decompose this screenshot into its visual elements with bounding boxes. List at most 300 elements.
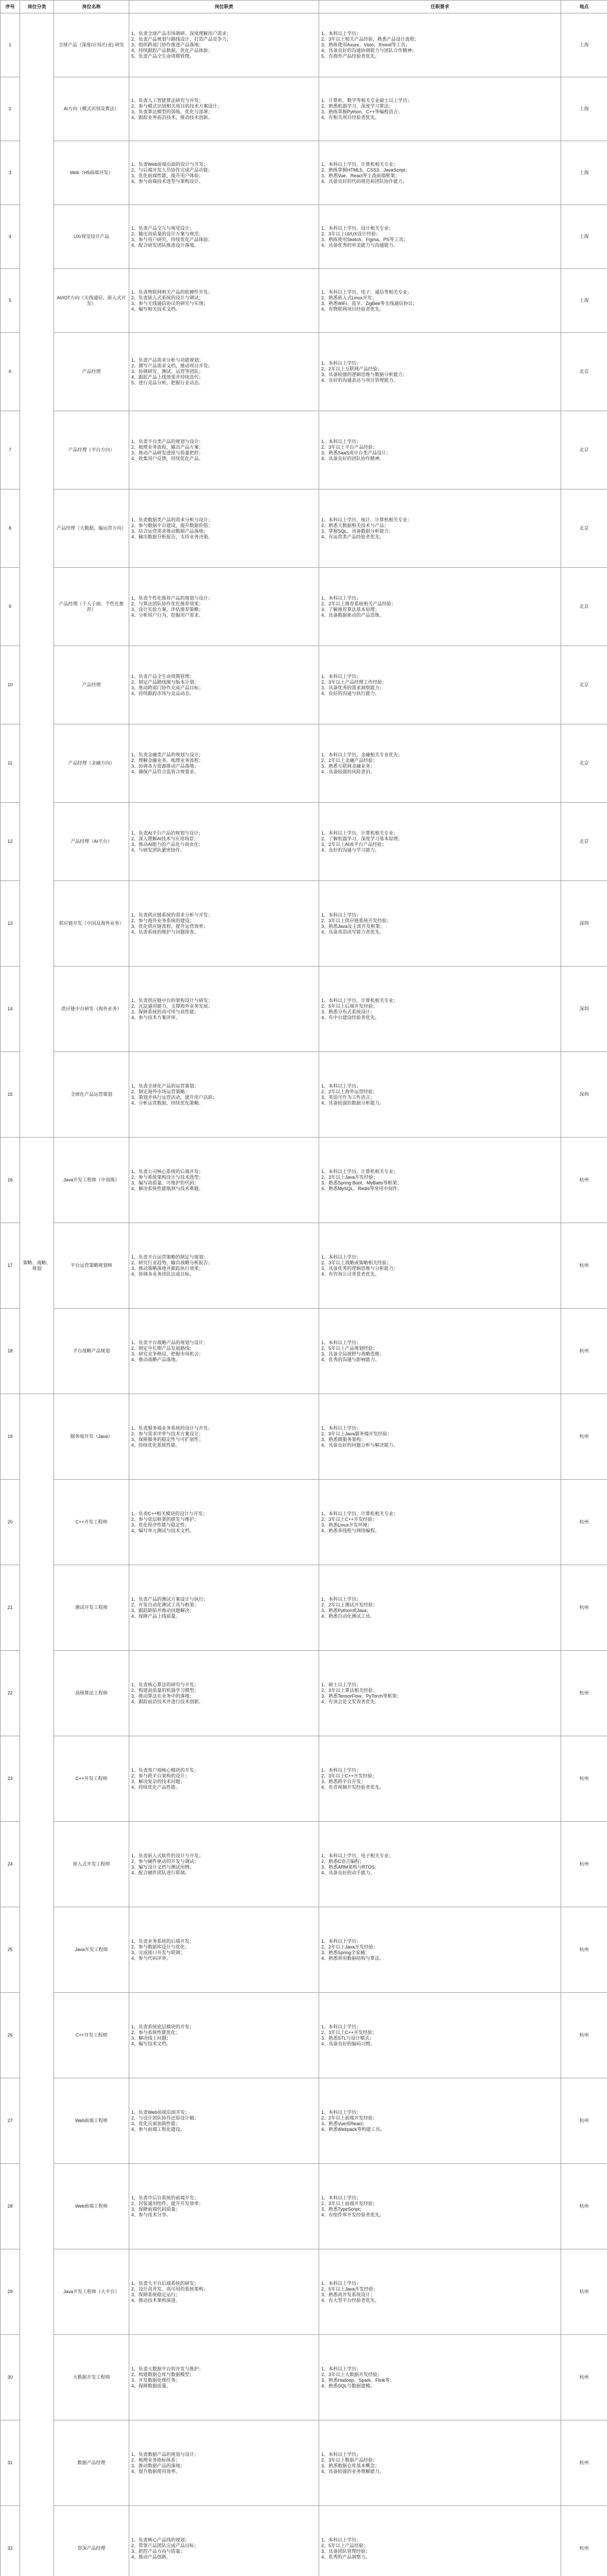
row-number: 21	[1, 1565, 20, 1651]
duty-line: 2、梳理业务流程，输出产品方案；	[131, 444, 204, 450]
requirement-line: 1、本科以上学历，计算机相关专业；	[321, 161, 398, 167]
row-job-title: 平台战略产品规划	[54, 1309, 129, 1394]
duty-line: 3、保障服务的稳定性与可扩展性；	[131, 1436, 204, 1442]
requirement-line: 1、硕士以上学历；	[321, 1682, 361, 1687]
requirement-line: 3、熟悉微服务架构；	[321, 1436, 366, 1442]
duty-line: 2、与后端开发人员协作完成产品功能；	[131, 167, 213, 173]
row-requirements	[319, 803, 561, 881]
row-location: 杭州	[561, 1736, 607, 1822]
row-job-title: UX/视觉设计产品	[54, 205, 129, 269]
duty-line: 5、负责产品全生命周期管理。	[131, 54, 195, 59]
row-job-title: 供应链中台研发（海外业务）	[54, 967, 129, 1052]
row-location: 上海	[561, 269, 607, 333]
duty-line: 4、确保产品符合监管合规要求。	[131, 769, 199, 774]
requirement-line: 3、熟悉Hadoop、Spark、Flink等；	[321, 2377, 395, 2383]
requirement-line: 4、熟悉Webpack等构建工具。	[321, 2126, 385, 2132]
table-row	[1, 1565, 607, 1651]
duty-line: 2、参与数据平台建设，提升数据价值；	[131, 522, 213, 528]
row-requirements	[319, 1822, 561, 1907]
requirement-line: 4、具备较强的数据分析能力。	[321, 1100, 385, 1106]
requirement-line: 3、熟悉Vue或React；	[321, 2121, 368, 2126]
requirement-line: 1、本科以上学历，电子、通信等相关专业；	[321, 289, 412, 295]
duty-line: 2、撰写产品需求文档，推动项目开发；	[131, 363, 213, 368]
row-job-title: 资深产品经理	[54, 2506, 129, 2576]
requirement-line: 3、熟悉TypeScript；	[321, 2206, 365, 2212]
duty-line: 3、编写高质量、可维护的代码；	[131, 1180, 199, 1185]
requirement-line: 1、本科以上学历，计算机相关专业；	[321, 1511, 398, 1516]
row-duties	[129, 1651, 319, 1736]
duty-line: 3、跟踪缺陷并推动问题解决；	[131, 1607, 195, 1613]
row-location: 北京	[561, 333, 607, 411]
requirement-line: 2、3年以上UI/UX设计经验；	[321, 231, 381, 236]
duty-line: 1、负责客户端核心模块的开发；	[131, 1767, 199, 1773]
duty-line: 3、策划并执行运营活动，提升用户活跃；	[131, 1094, 218, 1100]
requirement-line: 2、5年以上产品经验；	[321, 2543, 369, 2548]
duty-line: 2、参与系统架构设计与技术选型；	[131, 1174, 204, 1180]
table-row	[1, 1138, 607, 1223]
table-row	[1, 2506, 607, 2576]
requirement-line: 4、有大型平台经验者优先。	[321, 2297, 380, 2303]
row-job-title: Java开发工程师（中高级）	[54, 1138, 129, 1223]
duty-line: 2、负责嵌入式系统的设计与调试；	[131, 295, 204, 300]
duty-line: 1、负责数据产品的规划与设计；	[131, 2451, 199, 2457]
requirement-line: 2、3年以上平台产品经验；	[321, 444, 378, 450]
requirement-line: 3、了解推荐算法基本原理；	[321, 606, 380, 612]
row-requirements	[319, 2420, 561, 2506]
row-job-title: 产品经理（千人千面、个性化推荐）	[54, 568, 129, 646]
requirement-line: 1、本科以上学历；	[321, 438, 361, 444]
row-duties	[129, 881, 319, 967]
duty-line: 3、把控产品方向与质量；	[131, 2548, 185, 2554]
requirement-line: 2、3年以上供应链系统开发经验；	[321, 918, 392, 923]
duty-line: 2、深入理解AI技术与应用场景；	[131, 836, 199, 841]
requirement-line: 4、良好的沟通表达与项目管理能力。	[321, 377, 398, 383]
row-location: 杭州	[561, 2164, 607, 2249]
requirement-line: 2、3年以上Java开发经验；	[321, 1174, 378, 1180]
header-requirements: 任职要求	[319, 1, 561, 13]
duty-line: 1、负责产品需求分析与功能规划；	[131, 358, 204, 363]
row-requirements	[319, 269, 561, 333]
duty-line: 1、负责全球化产品的运营策划；	[131, 1083, 199, 1089]
requirement-line: 4、具备较强的风险意识。	[321, 769, 375, 774]
row-duties	[129, 2164, 319, 2249]
row-job-title: 平台运营策略规划师	[54, 1223, 129, 1309]
requirement-line: 4、有运营类产品经验者优先。	[321, 534, 385, 539]
duty-line: 3、推动数据产品的落地；	[131, 2463, 185, 2468]
row-location: 深圳	[561, 881, 607, 967]
duty-line: 4、提升数据使用效率。	[131, 2468, 181, 2474]
duty-line: 3、研究竞争格局，把握市场机会；	[131, 1351, 204, 1357]
row-location: 杭州	[561, 2506, 607, 2576]
requirement-line: 1、本科以上学历；	[321, 1938, 361, 1944]
row-number: 24	[1, 1822, 20, 1907]
requirement-line: 4、具备良好的代码规范和团队协作能力。	[321, 178, 408, 184]
row-duties	[129, 1565, 319, 1651]
row-job-title: C++开发工程师	[54, 1736, 129, 1822]
requirement-line: 2、2年以上推荐系统相关产品经验；	[321, 601, 396, 606]
row-requirements	[319, 1394, 561, 1480]
row-duties	[129, 141, 319, 205]
table-row	[1, 205, 607, 269]
duty-line: 1、负责平台战略产品的规划与设计；	[131, 1340, 209, 1345]
requirement-line: 2、2年以上前端开发经验；	[321, 2115, 378, 2121]
requirement-line: 1、本科以上学历，电子相关专业；	[321, 1853, 394, 1858]
row-location: 杭州	[561, 2420, 607, 2506]
row-job-title: 高级算法工程师	[54, 1651, 129, 1736]
row-job-title: 产品经理	[54, 333, 129, 411]
requirement-line: 5、有海外产品经验者优先。	[321, 54, 380, 59]
row-number: 1	[1, 13, 20, 77]
row-job-title: 服务端开发（Java）	[54, 1394, 129, 1480]
table-row	[1, 1651, 607, 1736]
table-row	[1, 13, 607, 77]
requirement-line: 4、熟悉自动化测试工具。	[321, 1613, 375, 1619]
requirement-line: 1、本科以上学历；	[321, 2537, 361, 2543]
duty-line: 1、负责中后台系统的前端开发；	[131, 2195, 199, 2200]
row-number: 7	[1, 411, 20, 489]
row-number: 26	[1, 1993, 20, 2078]
row-requirements	[319, 568, 561, 646]
requirement-line: 1、本科以上学历；	[321, 360, 361, 366]
row-requirements	[319, 77, 561, 141]
row-category	[20, 1394, 54, 2576]
duty-line: 3、推动策略落地并跟踪执行效果；	[131, 1265, 204, 1271]
requirement-line: 1、本科以上学历；	[321, 1425, 361, 1431]
duty-line: 3、保障前端代码质量；	[131, 2206, 181, 2212]
duty-line: 1、负责产品交互与视觉设计；	[131, 225, 195, 231]
row-location: 上海	[561, 77, 607, 141]
requirement-line: 1、计算机、数学等相关专业硕士以上学历；	[321, 97, 412, 103]
duty-line: 4、参与前端技术选型与架构设计。	[131, 178, 204, 184]
row-location: 深圳	[561, 967, 607, 1052]
row-requirements	[319, 141, 561, 205]
duty-line: 4、持续跟踪市场与竞品动态。	[131, 690, 195, 696]
duty-line: 2、研究行业趋势，输出战略分析报告；	[131, 1260, 213, 1265]
row-requirements	[319, 205, 561, 269]
duty-line: 1、负责业务系统的后端开发；	[131, 1938, 195, 1944]
requirement-line: 4、良好的沟通与执行能力。	[321, 690, 380, 696]
requirement-line: 2、2年以上测试开发经验；	[321, 1602, 378, 1607]
duty-line: 4、编写单元测试与技术文档。	[131, 1528, 195, 1533]
table-row	[1, 411, 607, 489]
requirement-line: 1、本科以上学历；	[321, 1254, 361, 1260]
duty-line: 1、负责产品全生命周期管理；	[131, 673, 195, 679]
duty-line: 4、跟踪产品上线效果并持续迭代；	[131, 375, 204, 380]
duty-line: 4、分析用户行为，挖掘用户需求。	[131, 612, 204, 618]
row-requirements	[319, 2164, 561, 2249]
row-number: 2	[1, 77, 20, 141]
row-job-title: 产品经理（平台方向）	[54, 411, 129, 489]
requirement-line: 2、3年以上数据产品经验；	[321, 2457, 378, 2463]
table-row	[1, 2335, 607, 2420]
row-requirements	[319, 967, 561, 1052]
requirement-line: 2、3年以上大数据开发经验；	[321, 2371, 383, 2377]
table-row	[1, 967, 607, 1052]
requirement-line: 1、本科以上学历；	[321, 595, 361, 601]
requirement-line: 1、本科以上学历，计算机相关专业；	[321, 830, 398, 836]
duty-line: 3、解决线上问题；	[131, 2035, 171, 2041]
duty-line: 2、梳理业务指标体系；	[131, 2457, 181, 2463]
row-number: 3	[1, 141, 20, 205]
table-header-row	[1, 1, 607, 13]
duty-line: 1、负责Web前端页面的设计与开发；	[131, 161, 209, 167]
row-number: 22	[1, 1651, 20, 1736]
row-job-title: Web前端工程师	[54, 2078, 129, 2164]
requirement-line: 4、优秀的沟通与影响能力。	[321, 1357, 380, 1362]
duty-line: 2、与算法团队协作优化推荐效果；	[131, 601, 204, 606]
row-job-title: C++开发工程师	[54, 1480, 129, 1565]
row-location: 北京	[561, 489, 607, 568]
row-duties	[129, 269, 319, 333]
duty-line: 4、持续优化产品性能。	[131, 1784, 181, 1790]
duty-line: 3、参与无线通信协议的研究与实现；	[131, 300, 209, 306]
duty-line: 2、参与数据库设计与优化；	[131, 1944, 190, 1950]
duty-line: 2、参与跨平台架构的设计；	[131, 1773, 190, 1778]
header-title: 岗位名称	[54, 1, 129, 13]
row-number: 12	[1, 803, 20, 881]
row-requirements	[319, 333, 561, 411]
duty-line: 3、解决复杂的技术问题；	[131, 1778, 185, 1784]
row-job-title: Web前端工程师	[54, 2164, 129, 2249]
row-requirements	[319, 1565, 561, 1651]
duty-line: 4、参与代码评审。	[131, 1955, 171, 1961]
row-number: 6	[1, 333, 20, 411]
requirement-line: 1、本科以上学历，计算机相关专业；	[321, 997, 398, 1003]
duty-line: 1、负责服务端业务系统的设计与开发；	[131, 1425, 213, 1431]
requirement-line: 1、本科以上学历；	[321, 673, 361, 679]
table-row	[1, 1223, 607, 1309]
requirement-line: 4、有音视频开发经验者优先。	[321, 1784, 385, 1790]
row-number: 28	[1, 2164, 20, 2249]
requirement-line: 2、5年以上产品规划经验；	[321, 1345, 378, 1351]
row-duties	[129, 2249, 319, 2335]
duty-line: 2、构建数据仓库与数据模型；	[131, 2371, 195, 2377]
row-number: 32	[1, 2506, 20, 2576]
row-number: 4	[1, 205, 20, 269]
table-row	[1, 724, 607, 803]
duty-line: 3、组织跨部门协作推进产品落地；	[131, 42, 204, 47]
row-duties	[129, 411, 319, 489]
duty-line: 4、配合硬件团队进行联调。	[131, 1870, 190, 1875]
requirement-line: 1、本科以上学历；	[321, 2109, 361, 2115]
row-location: 北京	[561, 411, 607, 489]
duty-line: 1、负责全球产品市场调研、深度理解用户需求；	[131, 31, 232, 36]
duty-line: 1、负责AI平台产品的规划与设计；	[131, 830, 203, 836]
requirement-line: 4、具备较强的业务理解能力。	[321, 2468, 385, 2474]
row-job-title: 全球化产品运营策划	[54, 1052, 129, 1138]
duty-line: 4、配合研发团队推进设计落地。	[131, 242, 199, 248]
row-location: 杭州	[561, 1822, 607, 1907]
row-location: 北京	[561, 803, 607, 881]
duty-line: 4、参与前端工程化建设。	[131, 2126, 185, 2132]
requirement-line: 3、熟悉Linux开发环境；	[321, 1522, 372, 1528]
duty-line: 3、推动AI能力的产品化与商业化；	[131, 841, 203, 847]
duty-line: 3、完成接口开发与联调；	[131, 1950, 185, 1955]
requirement-line: 4、具备良好的动手能力。	[321, 1870, 375, 1875]
duty-line: 2、负责产品规划与路线设计，打造产品竞争力；	[131, 37, 232, 42]
row-job-title: Java开发工程师	[54, 1907, 129, 1993]
row-number: 18	[1, 1309, 20, 1394]
table-row	[1, 2420, 607, 2506]
requirement-line: 4、良好的沟通与学习能力。	[321, 847, 380, 853]
requirement-line: 1、本科以上学历；	[321, 2280, 361, 2286]
row-job-title: Web（H5前端开发）	[54, 141, 129, 205]
duty-line: 2、制定中长期产品发展路线；	[131, 1345, 195, 1351]
row-location: 上海	[561, 141, 607, 205]
header-number: 序号	[1, 1, 20, 13]
row-requirements	[319, 1480, 561, 1565]
duty-line: 3、优化供应链流程，提升运营效率；	[131, 923, 209, 929]
row-number: 16	[1, 1138, 20, 1223]
duty-line: 3、设计实验方案，评估推荐策略；	[131, 606, 204, 612]
table-row	[1, 1480, 607, 1565]
requirement-line: 1、本科以上学历；	[321, 1596, 361, 1602]
requirement-line: 3、熟悉互联网金融业务；	[321, 763, 375, 769]
row-duties	[129, 967, 319, 1052]
row-requirements	[319, 1138, 561, 1223]
duty-line: 3、优化页面加载性能；	[131, 2121, 181, 2126]
duty-line: 3、推动产品研发进度与质量把控；	[131, 450, 204, 455]
row-duties	[129, 205, 319, 269]
requirement-line: 4、有中台建设经验者优先。	[321, 1014, 380, 1020]
duty-line: 4、解决系统性能瓶颈与技术难题。	[131, 1185, 204, 1191]
requirement-line: 4、有相关项目经验者优先。	[321, 114, 380, 120]
row-requirements	[319, 1309, 561, 1394]
requirement-line: 3、熟悉Vue、React等主流前端框架；	[321, 173, 400, 178]
requirement-line: 2、熟悉嵌入式Linux开发；	[321, 295, 377, 300]
row-number: 8	[1, 489, 20, 568]
row-job-title: 大数据开发工程师	[54, 2335, 129, 2420]
table-row	[1, 269, 607, 333]
duty-line: 1、负责Web前端页面开发；	[131, 2109, 190, 2115]
duty-line: 4、推动产品创新。	[131, 2554, 171, 2560]
duty-line: 1、负责物联网相关产品的软硬件开发；	[131, 289, 213, 295]
row-requirements	[319, 1736, 561, 1822]
row-duties	[129, 568, 319, 646]
requirement-line: 4、具备良好的问题分析与解决能力。	[321, 1442, 398, 1448]
requirement-line: 3、熟悉STL与设计模式；	[321, 2035, 374, 2041]
row-duties	[129, 1223, 319, 1309]
requirement-line: 2、3年以上算法相关经验；	[321, 1687, 378, 1693]
requirement-line: 2、3年以上Java服务端开发经验；	[321, 1431, 392, 1436]
requirement-line: 2、5年以上后端开发经验；	[321, 1003, 378, 1009]
requirement-line: 3、熟悉Java及主流开发框架；	[321, 923, 385, 929]
row-location: 杭州	[561, 2078, 607, 2164]
table-row	[1, 1052, 607, 1138]
row-number: 14	[1, 967, 20, 1052]
row-number: 17	[1, 1223, 20, 1309]
row-requirements	[319, 2506, 561, 2576]
row-requirements	[319, 881, 561, 967]
row-job-title: 供应链开发（中国及海外业务）	[54, 881, 129, 967]
table-row	[1, 1822, 607, 1907]
row-number: 11	[1, 724, 20, 803]
duty-line: 5、进行竞品分析，把握行业动态。	[131, 380, 204, 385]
row-number: 19	[1, 1394, 20, 1480]
requirement-line: 1、本科以上学历；	[321, 2195, 361, 2200]
table-row	[1, 489, 607, 568]
duty-line: 4、编写技术文档。	[131, 2041, 171, 2046]
row-location: 上海	[561, 205, 607, 269]
row-requirements	[319, 1993, 561, 2078]
requirement-line: 2、2年以上海外运营经验；	[321, 1089, 378, 1094]
row-duties	[129, 1480, 319, 1565]
row-requirements	[319, 1651, 561, 1736]
requirement-line: 2、5年以上Java开发经验；	[321, 2286, 378, 2292]
duty-line: 2、理解金融业务，梳理业务流程；	[131, 757, 204, 763]
header-category: 岗位分类	[20, 1, 54, 13]
requirement-line: 3、熟悉Spring Boot、MyBatis等框架；	[321, 1180, 402, 1185]
requirement-line: 3、熟练使用Axure、Visio、Xmind等工具；	[321, 42, 410, 47]
row-location: 上海	[561, 13, 607, 77]
row-duties	[129, 724, 319, 803]
requirement-line: 3、具备较强的逻辑思维与数据分析能力；	[321, 371, 408, 377]
duty-line: 4、参与技术分享。	[131, 2212, 171, 2217]
requirement-line: 3、2年以上AI或平台产品经验；	[321, 841, 387, 847]
duty-line: 1、负责金融类产品的规划与设计；	[131, 752, 204, 757]
requirement-line: 2、熟悉大数据相关技术与产品；	[321, 522, 389, 528]
row-category	[20, 13, 54, 1138]
row-duties	[129, 489, 319, 568]
row-location: 杭州	[561, 2335, 607, 2420]
requirement-line: 1、本科以上学历；	[321, 1083, 361, 1089]
requirement-line: 1、本科以上学历；	[321, 2451, 361, 2457]
requirement-line: 2、熟练掌握HTML5、CSS3、JavaScript；	[321, 167, 410, 173]
row-number: 13	[1, 881, 20, 967]
duty-line: 1、负责嵌入式软件的设计与开发；	[131, 1853, 204, 1858]
duty-line: 4、收集用户反馈，持续优化产品。	[131, 455, 204, 461]
duty-line: 2、参与需求评审与技术方案设计；	[131, 1431, 204, 1436]
requirement-line: 3、英语可作为工作语言；	[321, 1094, 375, 1100]
requirement-line: 2、3年以上前端开发经验；	[321, 2200, 378, 2206]
requirement-line: 4、有顶会论文发表者优先。	[321, 1699, 380, 1704]
requirement-line: 4、熟悉SQL与数据建模。	[321, 2383, 375, 2388]
duty-line: 1、负责数据类产品的需求分析与设计；	[131, 517, 213, 522]
duty-line: 2、参与模式识别相关项目的技术方案设计；	[131, 103, 222, 109]
requirement-line: 4、优秀的产品洞察力。	[321, 2554, 371, 2560]
row-job-title: 全球产品（深度/应用/行业) 研发	[54, 13, 129, 77]
row-location: 深圳	[561, 1052, 607, 1138]
row-location: 杭州	[561, 1907, 607, 1993]
row-duties	[129, 13, 319, 77]
requirement-line: 4、有咨询公司背景者优先。	[321, 1271, 380, 1277]
requirement-line: 3、熟悉分布式系统设计；	[321, 1009, 375, 1014]
requirement-line: 4、熟悉MySQL、Redis等常用中间件。	[321, 1185, 403, 1191]
requirement-line: 3、熟悉ARM架构与RTOS；	[321, 1864, 379, 1870]
duty-line: 2、开发自动化测试工具与框架；	[131, 1602, 199, 1607]
row-requirements	[319, 646, 561, 724]
requirement-line: 1、本科以上学历，统计、计算机相关专业；	[321, 517, 412, 522]
table-body	[1, 13, 607, 2576]
requirement-line: 3、熟悉SaaS或中台类产品设计；	[321, 450, 391, 455]
duty-line: 4、持续优化系统性能。	[131, 1442, 181, 1448]
row-location: 杭州	[561, 1565, 607, 1651]
row-requirements	[319, 2335, 561, 2420]
table-row	[1, 77, 607, 141]
requirement-line: 4、具备良好的编码习惯。	[321, 2041, 375, 2046]
row-job-title: 产品经理（AI平台）	[54, 803, 129, 881]
duty-line: 3、编写设计文档与测试用例；	[131, 1864, 195, 1870]
requirement-line: 3、具备优秀的逻辑思维与分析能力；	[321, 1265, 398, 1271]
row-duties	[129, 1138, 319, 1223]
row-number: 31	[1, 2420, 20, 2506]
duty-line: 2、带领产品团队完成产品目标；	[131, 2543, 199, 2548]
table-row	[1, 881, 607, 967]
row-location: 北京	[561, 646, 607, 724]
duty-line: 3、协调各方资源推动产品落地；	[131, 763, 199, 769]
requirement-line: 3、熟悉Python或Java；	[321, 1607, 372, 1613]
row-duties	[129, 803, 319, 881]
